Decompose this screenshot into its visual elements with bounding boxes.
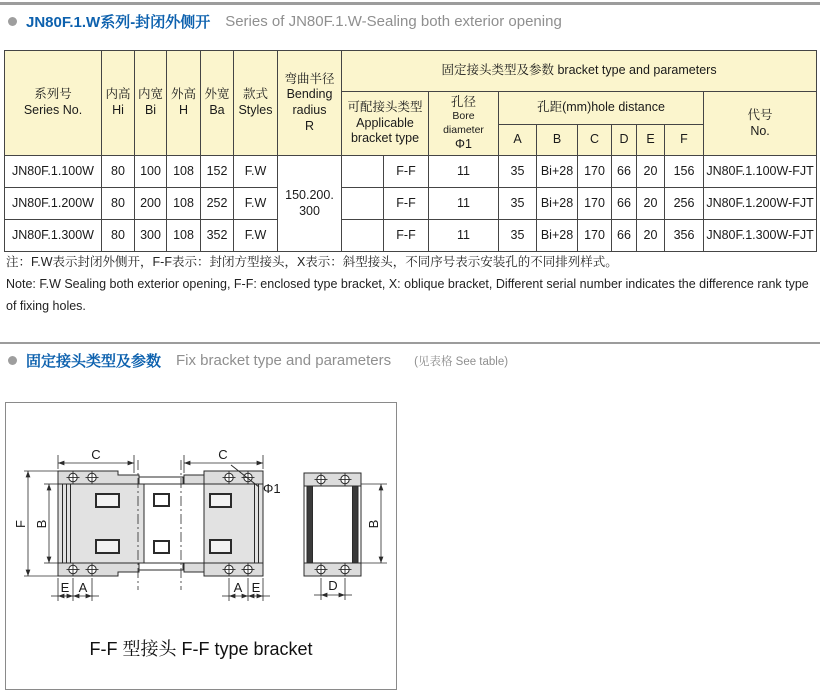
col-header-styles: 款式 Styles (234, 51, 278, 156)
col-header-applicable: 可配接头类型 Applicable bracket type (342, 92, 429, 156)
bracket-drawing-box (5, 402, 397, 690)
note-en: Note: F.W Sealing both exterior opening, F-F: enclosed type bracket, X: oblique bracket, Different serial number indicates the difference rank type of fixing holes. (6, 276, 809, 313)
cell-series: JN80F.1.100W (5, 156, 102, 188)
col-header-ba: 外宽 Ba (201, 51, 234, 156)
dim-a-left: A (78, 580, 88, 595)
series-cn: 系列号 (34, 87, 72, 102)
spec-table (4, 50, 817, 252)
drawing-caption: F-F 型接头 F-F type bracket (89, 639, 313, 659)
col-header-b: B (537, 125, 578, 156)
table-header-row-1 (5, 51, 817, 92)
dim-c-left: C (91, 447, 101, 462)
dim-a-right: A (233, 580, 243, 595)
group-header-hole-distance: 孔距(mm)hole distance (499, 92, 704, 125)
col-header-h: 外高 H (167, 51, 201, 156)
table-row: JN80F.1.100W 80 100 108 152 F.W 150.200. 300 F-F 11 35 Bi+28 170 66 20 156 JN80F.1.100W-FJT (5, 156, 817, 188)
col-header-a: A (499, 125, 537, 156)
dim-f: F (13, 520, 28, 528)
top-divider (0, 2, 820, 5)
col-header-f: F (665, 125, 704, 156)
table-row: JN80F.1.300W 80 300 108 352 F.W F-F 11 35 Bi+28 170 66 20 356 JN80F.1.300W-FJT (5, 220, 817, 252)
col-header-d: D (612, 125, 637, 156)
col-header-bore: 孔径 Bore diameter Φ1 (429, 92, 499, 156)
col-header-no: 代号 No. (704, 92, 817, 156)
dim-c-right: C (218, 447, 228, 462)
note-cn: 注：F.W表示封闭外侧开，F-F表示：封闭方型接头，X表示：斜型接头，不同序号表示安装孔的不同排列样式。 (6, 255, 618, 269)
col-header-hi: 内高 Hi (102, 51, 135, 156)
dim-d: D (328, 578, 338, 593)
bracket-technical-drawing (6, 403, 396, 689)
col-header-c: C (578, 125, 612, 156)
col-header-series (5, 51, 102, 156)
section2-see-table: (见表格 See table) (414, 355, 509, 368)
bullet-icon (8, 356, 17, 365)
section1-header (8, 11, 562, 32)
section2-title-cn: 固定接头类型及参数 (26, 353, 162, 370)
group-header-bracket: 固定接头类型及参数 bracket type and parameters (342, 51, 817, 92)
section1-title-en: Series of JN80F.1.W-Sealing both exterior opening (225, 13, 562, 30)
dim-b-front: B (34, 519, 49, 529)
col-header-bi: 内宽 Bi (135, 51, 167, 156)
section1-title-cn: JN80F.1.W系列-封闭外侧开 (26, 14, 211, 31)
table-row: JN80F.1.200W 80 200 108 252 F.W F-F 11 35 Bi+28 170 66 20 256 JN80F.1.200W-FJT (5, 188, 817, 220)
section2-title-en: Fix bracket type and parameters (176, 352, 392, 369)
dim-b-side: B (366, 519, 381, 529)
section2-header (8, 350, 508, 371)
col-header-bending: 弯曲半径 Bending radius R (278, 51, 342, 156)
dim-e-left: E (60, 580, 70, 595)
series-en: Series No. (23, 103, 83, 117)
side-view (304, 473, 361, 576)
dim-e-right: E (251, 580, 261, 595)
section-divider (0, 342, 820, 344)
cell-no: JN80F.1.100W-FJT (704, 156, 817, 188)
cell-bending-merged: 150.200. 300 (278, 156, 342, 252)
dim-phi1: Φ1 (263, 481, 281, 496)
table-notes (6, 252, 812, 318)
bullet-icon (8, 17, 17, 26)
col-header-e: E (637, 125, 665, 156)
